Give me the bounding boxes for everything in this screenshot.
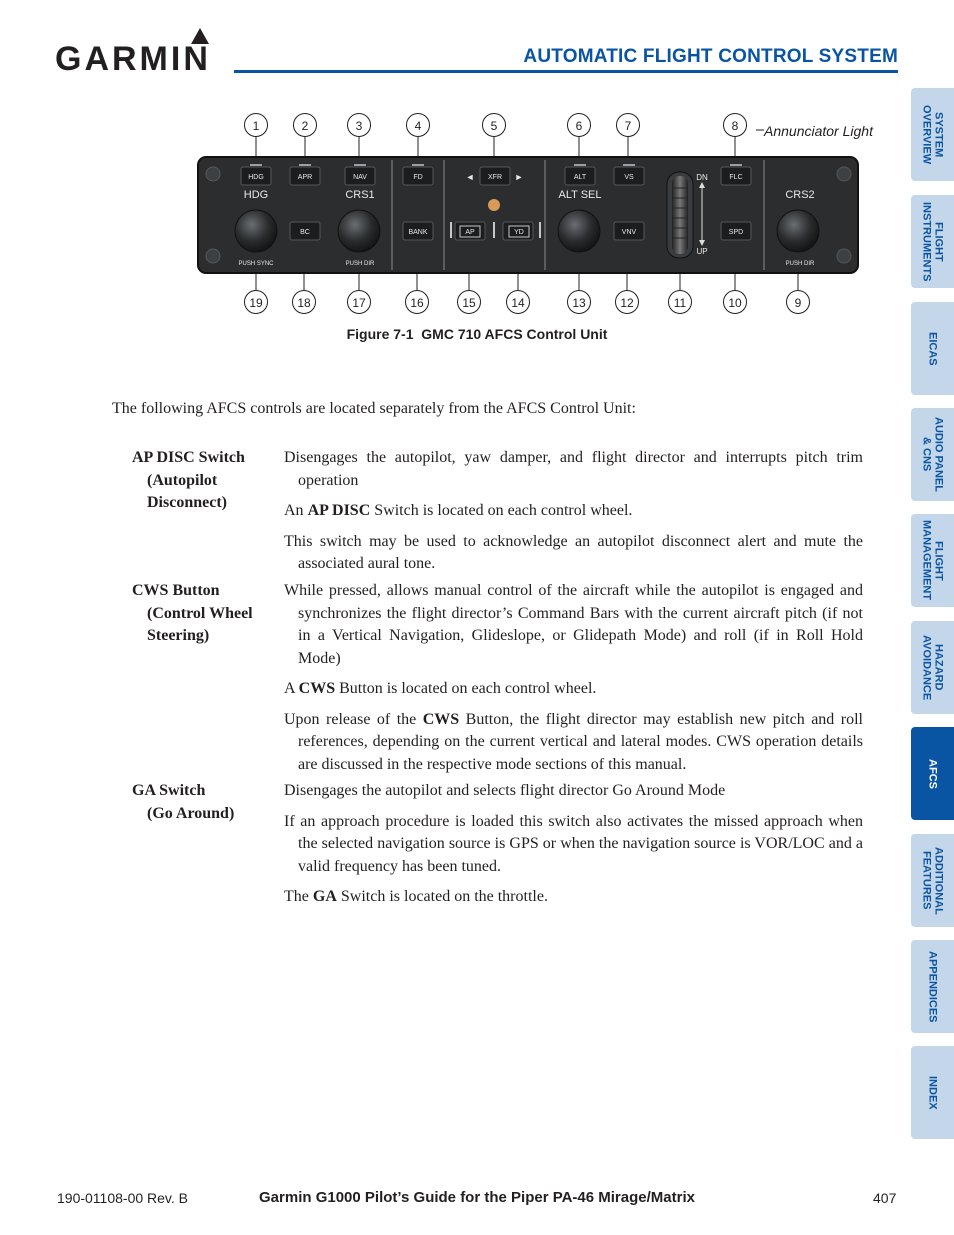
svg-text:PUSH DIR: PUSH DIR bbox=[785, 261, 815, 267]
svg-text:BANK: BANK bbox=[408, 229, 428, 236]
svg-text:CRS2: CRS2 bbox=[785, 189, 815, 201]
paragraph: Disengages the autopilot and selects flight director Go Around Mode bbox=[284, 782, 726, 799]
svg-text:YD: YD bbox=[514, 229, 524, 236]
definition-cws bbox=[284, 580, 863, 784]
tab-system-overview[interactable]: SYSTEM OVERVIEW bbox=[911, 88, 954, 181]
figure-caption: Figure 7-1 GMC 710 AFCS Control Unit bbox=[346, 326, 608, 342]
tab-eicas[interactable]: EICAS bbox=[911, 302, 954, 395]
paragraph: Disengages the autopilot, yaw damper, and flight director and interrupts pitch trim operation bbox=[284, 449, 863, 489]
tab-flight-instruments[interactable]: FLIGHT INSTRUMENTS bbox=[911, 195, 954, 288]
svg-text:►: ► bbox=[514, 172, 524, 182]
svg-text:CRS1: CRS1 bbox=[345, 189, 375, 201]
svg-text:VS: VS bbox=[624, 174, 634, 181]
callout-17: 17 bbox=[347, 290, 371, 314]
footer-page-number: 407 bbox=[873, 1190, 897, 1206]
callout-11: 11 bbox=[668, 290, 692, 314]
svg-text:HDG: HDG bbox=[243, 189, 269, 201]
title-rule bbox=[234, 70, 898, 73]
paragraph: If an approach procedure is loaded this switch also activates the missed approach when the selected navigation source is GPS or when the navigation source is VOR/LOC and a valid frequency has been tuned. bbox=[284, 812, 863, 875]
svg-text:FLC: FLC bbox=[729, 174, 743, 181]
svg-text:NAV: NAV bbox=[353, 174, 367, 181]
svg-text:AP: AP bbox=[465, 229, 475, 236]
svg-text:VNV: VNV bbox=[621, 229, 637, 236]
paragraph: While pressed, allows manual control of the aircraft while the autopilot is engaged and synchronizes the flight director’s Command Bars with the current aircraft pitch (if not in a Vertical Navigation, Glideslope, or Glidepath Mode) and roll (if in Roll Hold Mode) bbox=[284, 582, 863, 667]
callout-18: 18 bbox=[292, 290, 316, 314]
callout-6: 6 bbox=[567, 113, 591, 137]
svg-text:PUSH DIR: PUSH DIR bbox=[345, 261, 375, 267]
svg-text:APR: APR bbox=[297, 174, 313, 181]
definition-ap-disc bbox=[284, 447, 863, 584]
footer-guide-title: Garmin G1000 Pilot’s Guide for the Piper PA-46 Mirage/Matrix bbox=[259, 1189, 695, 1206]
term-ap-disc: AP DISC Switch (Autopilot Disconnect) bbox=[132, 449, 245, 511]
callout-10: 10 bbox=[723, 290, 747, 314]
svg-text:XFR: XFR bbox=[488, 174, 502, 181]
svg-text:PUSH SYNC: PUSH SYNC bbox=[238, 261, 274, 267]
tab-audio-panel[interactable]: AUDIO PANEL & CNS bbox=[911, 408, 954, 501]
svg-text:UP: UP bbox=[696, 247, 708, 256]
svg-text:◄: ◄ bbox=[465, 172, 475, 182]
garmin-logo bbox=[55, 28, 220, 76]
svg-text:FD: FD bbox=[413, 174, 423, 181]
callout-19: 19 bbox=[244, 290, 268, 314]
callout-16: 16 bbox=[405, 290, 429, 314]
paragraph: A CWS Button is located on each control wheel. bbox=[284, 680, 597, 697]
paragraph: Upon release of the CWS Button, the flight director may establish new pitch and roll references, depending on the current vertical and lateral modes. CWS operation details are discussed in the respective mode sections of this manual. bbox=[284, 710, 863, 773]
callout-15: 15 bbox=[457, 290, 481, 314]
afcs-control-unit-illustration bbox=[196, 110, 876, 320]
svg-text:ALT SEL: ALT SEL bbox=[558, 189, 602, 201]
callout-3: 3 bbox=[347, 113, 371, 137]
callout-8: 8 bbox=[723, 113, 747, 137]
callout-1: 1 bbox=[244, 113, 268, 137]
callout-4: 4 bbox=[406, 113, 430, 137]
tab-afcs[interactable]: AFCS bbox=[911, 727, 954, 820]
paragraph: An AP DISC Switch is located on each control wheel. bbox=[284, 502, 633, 519]
callout-13: 13 bbox=[567, 290, 591, 314]
svg-text:SPD: SPD bbox=[728, 229, 744, 236]
tab-flight-management[interactable]: FLIGHT MANAGEMENT bbox=[911, 514, 954, 607]
tab-index[interactable]: INDEX bbox=[911, 1046, 954, 1139]
definition-ga bbox=[284, 780, 863, 917]
footer-doc-number: 190-01108-00 Rev. B bbox=[57, 1190, 189, 1206]
intro-text: The following AFCS controls are located separately from the AFCS Control Unit: bbox=[112, 400, 636, 417]
callout-14: 14 bbox=[506, 290, 530, 314]
paragraph: This switch may be used to acknowledge an autopilot disconnect alert and mute the associated aural tone. bbox=[284, 532, 863, 572]
afcs-figure bbox=[196, 110, 876, 320]
tab-hazard-avoidance[interactable]: HAZARD AVOIDANCE bbox=[911, 621, 954, 714]
callout-9: 9 bbox=[786, 290, 810, 314]
section-title: AUTOMATIC FLIGHT CONTROL SYSTEM bbox=[523, 46, 898, 67]
svg-text:DN: DN bbox=[696, 173, 708, 182]
term-cws: CWS Button (Control Wheel Steering) bbox=[132, 582, 253, 644]
paragraph: The GA Switch is located on the throttle. bbox=[284, 888, 548, 905]
tab-additional-features[interactable]: ADDITIONAL FEATURES bbox=[911, 834, 954, 927]
svg-text:ALT: ALT bbox=[573, 174, 587, 181]
callout-12: 12 bbox=[615, 290, 639, 314]
callout-7: 7 bbox=[616, 113, 640, 137]
annunciator-light-label: Annunciator Light bbox=[764, 123, 873, 139]
svg-text:BC: BC bbox=[300, 229, 310, 236]
term-ga: GA Switch (Go Around) bbox=[132, 782, 235, 822]
callout-2: 2 bbox=[293, 113, 317, 137]
callout-5: 5 bbox=[482, 113, 506, 137]
svg-text:HDG: HDG bbox=[248, 174, 264, 181]
logo-text: GARMIN bbox=[55, 40, 211, 78]
tab-appendices[interactable]: APPENDICES bbox=[911, 940, 954, 1033]
